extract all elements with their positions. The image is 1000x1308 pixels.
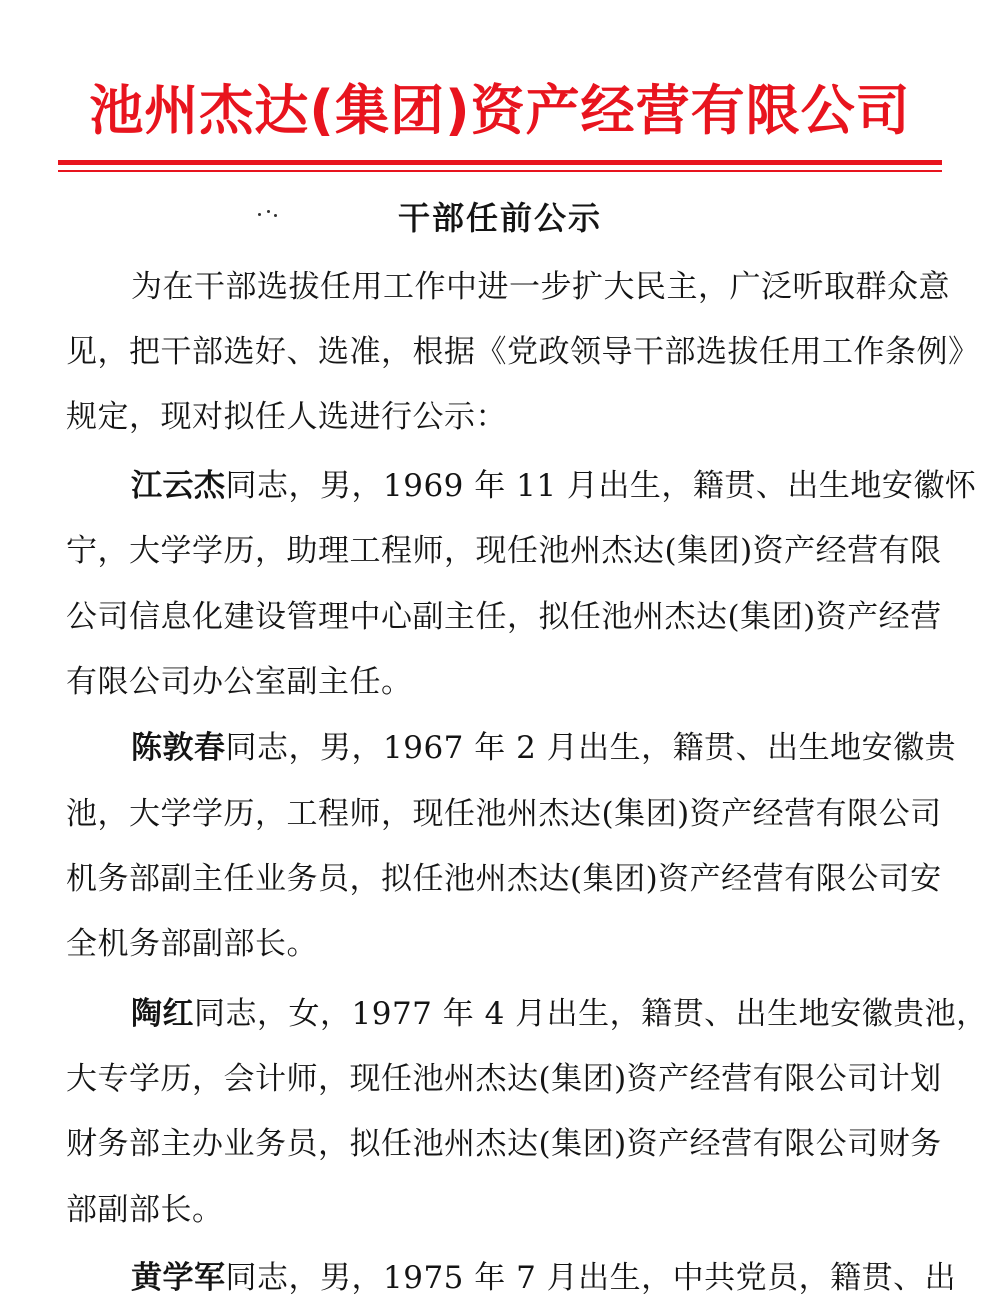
intro-line-2: 见，把干部选好、选准，根据《党政领导干部选拔任用工作条例》 — [66, 334, 980, 370]
candidate-4-text-1: 同志，男，1975 年 7 月出生，中共党员，籍贯、出 — [225, 1260, 957, 1296]
candidate-3-text-1: 同志，女，1977 年 4 月出生，籍贯、出生地安徽贵池， — [194, 996, 988, 1032]
intro-line-3: 规定，现对拟任人选进行公示： — [66, 399, 507, 435]
candidate-3-line-3: 财务部主办业务员，拟任池州杰达(集团)资产经营有限公司财务 — [66, 1126, 942, 1162]
candidate-2-line-4: 全机务部副部长。 — [66, 926, 318, 962]
candidate-1-line-1 — [131, 466, 976, 506]
candidate-1-line-4: 有限公司办公室副主任。 — [66, 664, 413, 700]
candidate-3-line-2: 大专学历，会计师，现任池州杰达(集团)资产经营有限公司计划 — [66, 1061, 942, 1097]
candidate-3-name: 陶红 — [131, 996, 194, 1032]
candidate-1-text-1: 同志，男，1969 年 11 月出生，籍贯、出生地安徽怀 — [225, 468, 977, 504]
candidate-1-name: 江云杰 — [131, 468, 226, 504]
candidate-2-text-1: 同志，男，1967 年 2 月出生，籍贯、出生地安徽贵 — [225, 730, 957, 766]
intro-line-1: 为在干部选拔任用工作中进一步扩大民主，广泛听取群众意 — [131, 269, 950, 305]
candidate-2-line-2: 池，大学学历，工程师，现任池州杰达(集团)资产经营有限公司 — [66, 796, 942, 832]
letterhead-org-name: 池州杰达(集团)资产经营有限公司 — [89, 79, 911, 142]
candidate-2-line-3: 机务部副主任业务员，拟任池州杰达(集团)资产经营有限公司安 — [66, 861, 942, 897]
candidate-4-line-1 — [131, 1258, 956, 1298]
candidate-1-line-3: 公司信息化建设管理中心副主任，拟任池州杰达(集团)资产经营 — [66, 599, 942, 635]
document-title: 干部任前公示 — [397, 199, 602, 237]
letterhead-rule-thin — [58, 170, 942, 172]
candidate-3-line-4: 部副部长。 — [66, 1192, 224, 1228]
candidate-4-name: 黄学军 — [131, 1260, 226, 1296]
candidate-2-name: 陈敦春 — [131, 730, 226, 766]
letterhead-rule-thick — [58, 160, 942, 165]
candidate-3-line-1 — [131, 994, 988, 1034]
candidate-2-line-1 — [131, 728, 956, 768]
candidate-1-line-2: 宁，大学学历，助理工程师，现任池州杰达(集团)资产经营有限 — [66, 533, 942, 569]
